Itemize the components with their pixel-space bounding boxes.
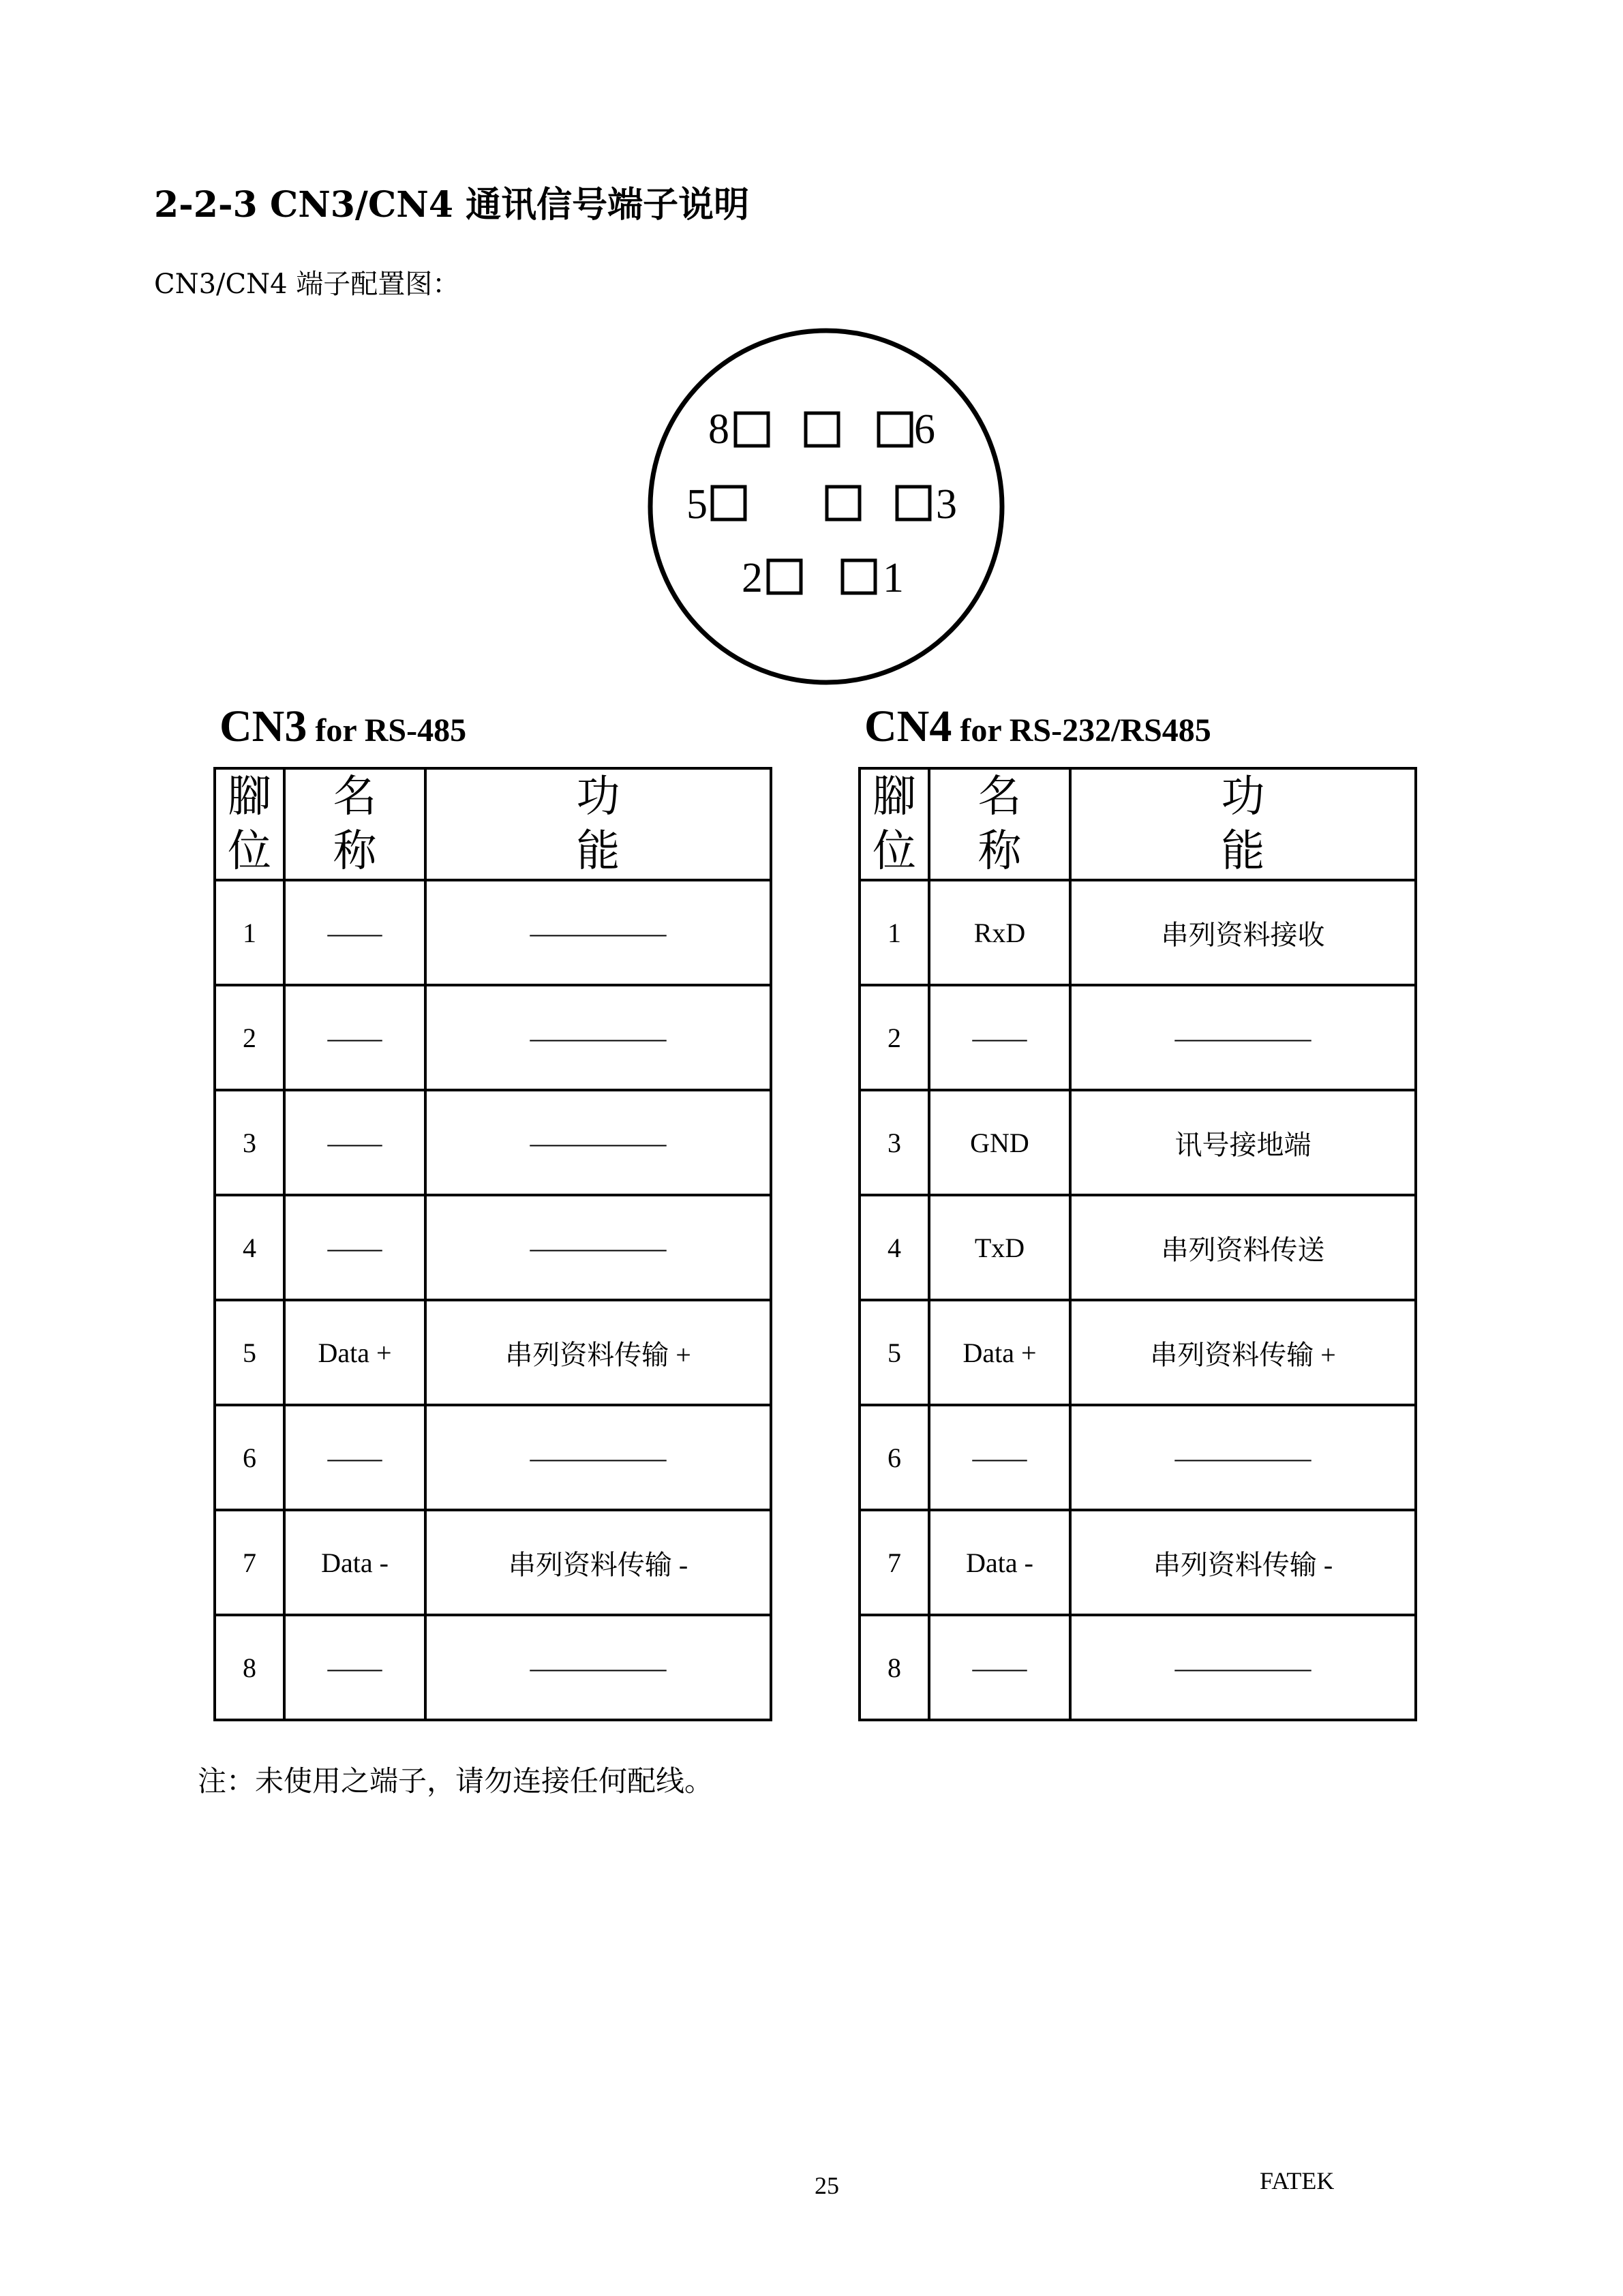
name-cell: ——	[929, 1405, 1070, 1510]
cn3-table-header	[215, 768, 771, 880]
pin-socket-2	[768, 560, 801, 593]
name-cell: ——	[284, 1195, 425, 1300]
function-cell: 串列资料传送	[1070, 1195, 1416, 1300]
function-cell: —————	[425, 1090, 771, 1195]
header-pin	[215, 768, 284, 880]
pin-socket-3	[897, 487, 930, 519]
pin-cell: 8	[215, 1615, 284, 1720]
function-cell: —————	[425, 880, 771, 985]
table-row	[860, 1090, 1416, 1195]
pin-label-1: 1	[883, 555, 904, 601]
name-cell: GND	[929, 1090, 1070, 1195]
name-cell: Data +	[929, 1300, 1070, 1405]
header-pin-line2: 位	[228, 827, 271, 875]
pin-cell: 6	[215, 1405, 284, 1510]
name-cell: ——	[284, 1615, 425, 1720]
section-heading: 2-2-3 CN3/CN4 通讯信号端子说明	[154, 184, 750, 226]
cn3-pin-table	[213, 767, 772, 1721]
name-cell: Data +	[284, 1300, 425, 1405]
table-row	[215, 985, 771, 1090]
table-row	[215, 1090, 771, 1195]
header-function	[1070, 768, 1416, 880]
pin-cell: 2	[860, 985, 929, 1090]
function-cell: 串列资料传输 -	[425, 1510, 771, 1615]
header-pin-line1: 腳	[873, 772, 916, 821]
cn4-table-header	[860, 768, 1416, 880]
name-cell: ——	[284, 1405, 425, 1510]
function-cell: —————	[1070, 1405, 1416, 1510]
cn4-title	[864, 701, 1211, 753]
table-row	[860, 985, 1416, 1090]
pin-cell: 1	[860, 880, 929, 985]
cn4-title-sub: for RS-232/RS485	[952, 712, 1211, 749]
brand-footer: FATEK	[1260, 2167, 1335, 2194]
pin-cell: 5	[860, 1300, 929, 1405]
cn3-title-sub: for RS-485	[307, 712, 467, 749]
cn4-pin-table	[858, 767, 1417, 1721]
table-row	[860, 1405, 1416, 1510]
pin-cell: 3	[860, 1090, 929, 1195]
pin-socket-1	[843, 560, 875, 593]
pin-label-8: 8	[708, 406, 729, 453]
pin-socket-8	[735, 413, 768, 446]
table-row	[215, 880, 771, 985]
table-row	[860, 1615, 1416, 1720]
function-cell: 串列资料传输 +	[425, 1300, 771, 1405]
header-function-line2: 能	[576, 827, 620, 875]
table-row	[215, 1405, 771, 1510]
name-cell: Data -	[929, 1510, 1070, 1615]
pin-label-5: 5	[686, 481, 708, 528]
name-cell: ——	[284, 985, 425, 1090]
name-cell: ——	[929, 1615, 1070, 1720]
header-name	[929, 768, 1070, 880]
pin-label-6: 6	[914, 406, 935, 453]
header-name-line2: 称	[333, 827, 377, 875]
table-row	[860, 1300, 1416, 1405]
pin-cell: 8	[860, 1615, 929, 1720]
pin-cell: 4	[860, 1195, 929, 1300]
pin-cell: 4	[215, 1195, 284, 1300]
page-number: 25	[815, 2172, 839, 2199]
header-function	[425, 768, 771, 880]
pin-label-3: 3	[936, 481, 957, 528]
function-cell: —————	[425, 985, 771, 1090]
function-cell: —————	[425, 1195, 771, 1300]
pin-cell: 3	[215, 1090, 284, 1195]
table-row	[215, 1510, 771, 1615]
table-row	[215, 1195, 771, 1300]
table-row	[215, 1300, 771, 1405]
header-function-line1: 功	[1221, 772, 1265, 821]
name-cell: TxD	[929, 1195, 1070, 1300]
name-cell: ——	[284, 1090, 425, 1195]
cn3-title	[219, 701, 466, 753]
name-cell: Data -	[284, 1510, 425, 1615]
pin-cell: 2	[215, 985, 284, 1090]
connector-diagram	[646, 326, 1007, 687]
table-row	[860, 880, 1416, 985]
name-cell: ——	[929, 985, 1070, 1090]
function-cell: —————	[1070, 985, 1416, 1090]
function-cell: 串列资料传输 +	[1070, 1300, 1416, 1405]
header-pin-line1: 腳	[228, 772, 271, 821]
wiring-note: 注：未使用之端子，请勿连接任何配线。	[198, 1764, 714, 1798]
pin-socket-7	[806, 413, 838, 446]
function-cell: 串列资料接收	[1070, 880, 1416, 985]
header-function-line2: 能	[1221, 827, 1265, 875]
function-cell: 讯号接地端	[1070, 1090, 1416, 1195]
connector-svg	[646, 326, 1007, 687]
table-row	[860, 1195, 1416, 1300]
header-name-line2: 称	[977, 827, 1022, 875]
table-row	[860, 1510, 1416, 1615]
pin-cell: 5	[215, 1300, 284, 1405]
pin-cell: 1	[215, 880, 284, 985]
pin-socket-5	[712, 487, 745, 519]
header-pin	[860, 768, 929, 880]
pin-cell: 7	[215, 1510, 284, 1615]
pin-cell: 6	[860, 1405, 929, 1510]
header-pin-line2: 位	[873, 827, 916, 875]
name-cell: ——	[284, 880, 425, 985]
pin-cell: 7	[860, 1510, 929, 1615]
table-row	[215, 1615, 771, 1720]
cn3-title-main: CN3	[219, 701, 307, 751]
pin-socket-4	[827, 487, 860, 519]
function-cell: —————	[1070, 1615, 1416, 1720]
cn4-title-main: CN4	[864, 701, 952, 751]
function-cell: 串列资料传输 -	[1070, 1510, 1416, 1615]
pin-layout-caption: CN3/CN4 端子配置图：	[154, 269, 460, 300]
header-function-line1: 功	[576, 772, 620, 821]
pin-socket-6	[879, 413, 911, 446]
pin-label-2: 2	[742, 555, 763, 601]
header-name-line1: 名	[977, 772, 1022, 821]
header-name-line1: 名	[333, 772, 377, 821]
header-name	[284, 768, 425, 880]
function-cell: —————	[425, 1615, 771, 1720]
name-cell: RxD	[929, 880, 1070, 985]
function-cell: —————	[425, 1405, 771, 1510]
